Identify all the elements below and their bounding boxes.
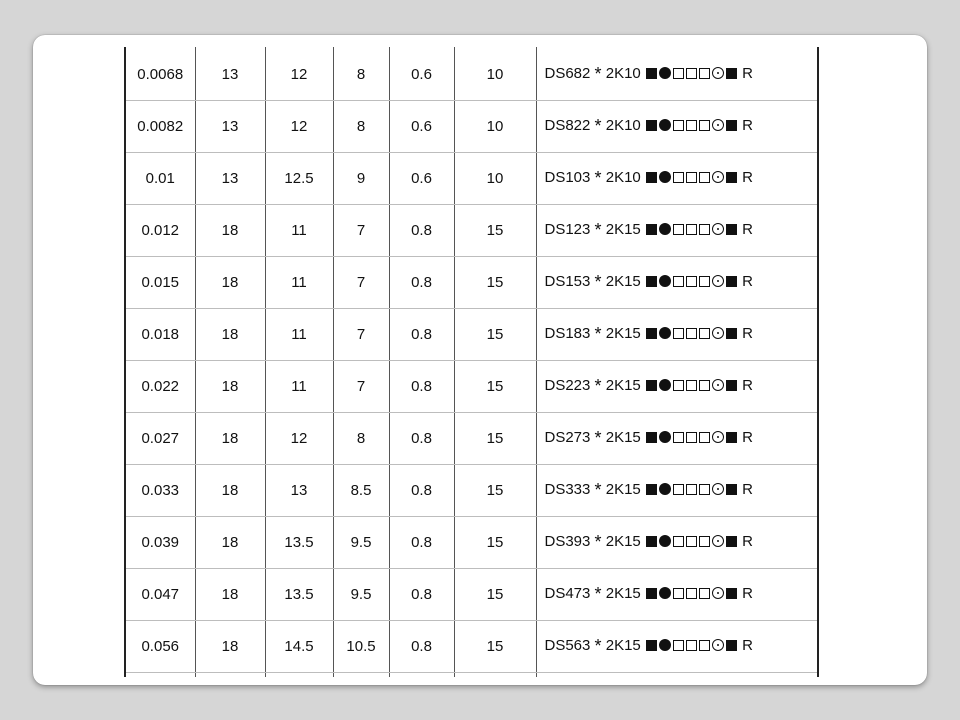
table-body — [125, 47, 818, 677]
part-number-cell — [536, 101, 818, 153]
open-square-icon — [673, 640, 684, 651]
separator-star: * — [594, 584, 602, 604]
code-symbols — [645, 169, 738, 186]
dim-d-cell: 18 — [195, 465, 265, 517]
part-suffix: R — [742, 585, 753, 602]
part-code: DS153 — [544, 273, 591, 290]
dim-h-cell: 13 — [265, 465, 333, 517]
code-symbols — [645, 377, 738, 394]
part-number-cell — [536, 205, 818, 257]
stub-cell — [454, 673, 536, 678]
dotted-circle-icon — [712, 171, 724, 183]
part-number-cell — [536, 49, 818, 101]
dim-lead-cell: 0.8 — [389, 413, 454, 465]
voltage-cell: 10 — [454, 101, 536, 153]
slide-card — [33, 35, 927, 685]
part-code: DS822 — [544, 117, 591, 134]
open-square-icon — [699, 120, 710, 131]
dim-d-cell: 13 — [195, 101, 265, 153]
part-code: DS223 — [544, 377, 591, 394]
stub-cell — [125, 673, 195, 678]
dim-f-cell: 8.5 — [333, 465, 389, 517]
dim-d-cell: 13 — [195, 49, 265, 101]
dotted-circle-icon — [712, 119, 724, 131]
part-number-cell — [536, 621, 818, 673]
separator-star: * — [594, 376, 602, 396]
filled-circle-icon — [659, 483, 671, 495]
filled-square-icon — [646, 588, 657, 599]
filled-square-icon — [726, 588, 737, 599]
series-code: 2K15 — [605, 585, 641, 602]
dim-h-cell: 14.5 — [265, 621, 333, 673]
open-square-icon — [686, 120, 697, 131]
code-symbols — [645, 273, 738, 290]
part-code: DS123 — [544, 221, 591, 238]
voltage-cell: 15 — [454, 257, 536, 309]
dotted-circle-icon — [712, 639, 724, 651]
code-symbols — [645, 481, 738, 498]
open-square-icon — [699, 276, 710, 287]
separator-star: * — [594, 532, 602, 552]
dim-f-cell: 9 — [333, 153, 389, 205]
table-row — [125, 517, 818, 569]
table-row — [125, 621, 818, 673]
capacitance-cell: 0.0068 — [125, 49, 195, 101]
dim-h-cell: 12 — [265, 413, 333, 465]
voltage-cell: 15 — [454, 205, 536, 257]
filled-square-icon — [646, 432, 657, 443]
open-square-icon — [699, 380, 710, 391]
dim-h-cell: 11 — [265, 361, 333, 413]
dim-lead-cell: 0.8 — [389, 205, 454, 257]
filled-square-icon — [646, 536, 657, 547]
table-container — [124, 47, 850, 677]
part-code: DS273 — [544, 429, 591, 446]
table-row — [125, 49, 818, 101]
filled-square-icon — [726, 484, 737, 495]
dim-h-cell: 11 — [265, 205, 333, 257]
dim-f-cell: 7 — [333, 205, 389, 257]
open-square-icon — [699, 640, 710, 651]
open-square-icon — [699, 484, 710, 495]
stub-cell — [265, 673, 333, 678]
separator-star: * — [594, 116, 602, 136]
part-code: DS473 — [544, 585, 591, 602]
part-number-cell — [536, 309, 818, 361]
filled-circle-icon — [659, 587, 671, 599]
filled-square-icon — [646, 328, 657, 339]
dim-lead-cell: 0.8 — [389, 361, 454, 413]
open-square-icon — [699, 588, 710, 599]
dim-lead-cell: 0.8 — [389, 465, 454, 517]
open-square-icon — [673, 380, 684, 391]
filled-square-icon — [646, 224, 657, 235]
filled-square-icon — [646, 484, 657, 495]
dotted-circle-icon — [712, 327, 724, 339]
open-square-icon — [699, 432, 710, 443]
part-number-cell — [536, 361, 818, 413]
dim-f-cell: 8 — [333, 413, 389, 465]
open-square-icon — [686, 536, 697, 547]
code-symbols — [645, 637, 738, 654]
dotted-circle-icon — [712, 483, 724, 495]
code-symbols — [645, 533, 738, 550]
voltage-cell: 15 — [454, 621, 536, 673]
table-row — [125, 309, 818, 361]
open-square-icon — [673, 68, 684, 79]
filled-square-icon — [726, 68, 737, 79]
table-row — [125, 257, 818, 309]
dotted-circle-icon — [712, 275, 724, 287]
capacitance-cell: 0.012 — [125, 205, 195, 257]
part-suffix: R — [742, 377, 753, 394]
voltage-cell: 15 — [454, 465, 536, 517]
series-code: 2K10 — [605, 117, 641, 134]
dim-lead-cell: 0.6 — [389, 101, 454, 153]
stub-cell — [333, 673, 389, 678]
open-square-icon — [673, 432, 684, 443]
part-number-cell — [536, 569, 818, 621]
series-code: 2K15 — [605, 481, 641, 498]
code-symbols — [645, 117, 738, 134]
open-square-icon — [673, 588, 684, 599]
open-square-icon — [673, 328, 684, 339]
dim-f-cell: 10.5 — [333, 621, 389, 673]
part-suffix: R — [742, 637, 753, 654]
capacitance-cell: 0.027 — [125, 413, 195, 465]
part-number-cell — [536, 517, 818, 569]
series-code: 2K15 — [605, 377, 641, 394]
dim-f-cell: 8 — [333, 101, 389, 153]
voltage-cell: 15 — [454, 517, 536, 569]
part-suffix: R — [742, 325, 753, 342]
table-row — [125, 465, 818, 517]
dotted-circle-icon — [712, 535, 724, 547]
dim-lead-cell: 0.6 — [389, 153, 454, 205]
separator-star: * — [594, 220, 602, 240]
separator-star: * — [594, 168, 602, 188]
dim-h-cell: 13.5 — [265, 517, 333, 569]
dotted-circle-icon — [712, 379, 724, 391]
part-code: DS183 — [544, 325, 591, 342]
open-square-icon — [673, 536, 684, 547]
open-square-icon — [699, 172, 710, 183]
open-square-icon — [699, 536, 710, 547]
part-number-cell — [536, 257, 818, 309]
filled-square-icon — [646, 68, 657, 79]
part-suffix: R — [742, 117, 753, 134]
dim-lead-cell: 0.8 — [389, 621, 454, 673]
capacitance-cell: 0.056 — [125, 621, 195, 673]
part-number-cell — [536, 153, 818, 205]
part-suffix: R — [742, 533, 753, 550]
stub-cell — [536, 673, 818, 678]
dim-d-cell: 18 — [195, 309, 265, 361]
table-row — [125, 101, 818, 153]
table-bottom-stub — [125, 673, 818, 678]
table-row — [125, 569, 818, 621]
dim-f-cell: 7 — [333, 361, 389, 413]
dim-f-cell: 7 — [333, 257, 389, 309]
table-row — [125, 361, 818, 413]
open-square-icon — [686, 276, 697, 287]
filled-circle-icon — [659, 535, 671, 547]
dim-h-cell: 13.5 — [265, 569, 333, 621]
table-row — [125, 153, 818, 205]
dim-h-cell: 12 — [265, 49, 333, 101]
part-suffix: R — [742, 429, 753, 446]
series-code: 2K15 — [605, 325, 641, 342]
dotted-circle-icon — [712, 223, 724, 235]
voltage-cell: 15 — [454, 361, 536, 413]
dim-d-cell: 18 — [195, 257, 265, 309]
dim-d-cell: 18 — [195, 413, 265, 465]
dotted-circle-icon — [712, 587, 724, 599]
dim-lead-cell: 0.8 — [389, 309, 454, 361]
filled-square-icon — [726, 432, 737, 443]
capacitance-cell: 0.033 — [125, 465, 195, 517]
part-suffix: R — [742, 273, 753, 290]
filled-circle-icon — [659, 119, 671, 131]
open-square-icon — [686, 380, 697, 391]
table-row — [125, 205, 818, 257]
capacitance-cell: 0.022 — [125, 361, 195, 413]
capacitance-cell: 0.015 — [125, 257, 195, 309]
filled-circle-icon — [659, 275, 671, 287]
dim-d-cell: 18 — [195, 517, 265, 569]
filled-circle-icon — [659, 171, 671, 183]
open-square-icon — [699, 328, 710, 339]
series-code: 2K15 — [605, 533, 641, 550]
dim-d-cell: 18 — [195, 621, 265, 673]
filled-circle-icon — [659, 379, 671, 391]
series-code: 2K15 — [605, 429, 641, 446]
open-square-icon — [699, 68, 710, 79]
dim-f-cell: 9.5 — [333, 569, 389, 621]
series-code: 2K10 — [605, 169, 641, 186]
capacitance-cell: 0.01 — [125, 153, 195, 205]
separator-star: * — [594, 480, 602, 500]
filled-square-icon — [646, 172, 657, 183]
separator-star: * — [594, 324, 602, 344]
capacitance-cell: 0.039 — [125, 517, 195, 569]
dim-f-cell: 8 — [333, 49, 389, 101]
dim-lead-cell: 0.8 — [389, 517, 454, 569]
filled-square-icon — [646, 380, 657, 391]
filled-square-icon — [646, 276, 657, 287]
part-code: DS563 — [544, 637, 591, 654]
open-square-icon — [699, 224, 710, 235]
capacitance-cell: 0.047 — [125, 569, 195, 621]
table-row — [125, 413, 818, 465]
separator-star: * — [594, 272, 602, 292]
part-suffix: R — [742, 221, 753, 238]
open-square-icon — [686, 432, 697, 443]
voltage-cell: 10 — [454, 49, 536, 101]
dotted-circle-icon — [712, 67, 724, 79]
dim-h-cell: 11 — [265, 309, 333, 361]
separator-star: * — [594, 636, 602, 656]
filled-square-icon — [726, 328, 737, 339]
dim-h-cell: 12.5 — [265, 153, 333, 205]
series-code: 2K10 — [605, 65, 641, 82]
voltage-cell: 15 — [454, 569, 536, 621]
part-number-cell — [536, 413, 818, 465]
part-code: DS103 — [544, 169, 591, 186]
voltage-cell: 15 — [454, 309, 536, 361]
capacitor-spec-table — [124, 47, 819, 677]
open-square-icon — [686, 640, 697, 651]
code-symbols — [645, 585, 738, 602]
dim-f-cell: 7 — [333, 309, 389, 361]
open-square-icon — [673, 172, 684, 183]
dim-lead-cell: 0.8 — [389, 257, 454, 309]
filled-square-icon — [726, 172, 737, 183]
open-square-icon — [686, 588, 697, 599]
separator-star: * — [594, 64, 602, 84]
open-square-icon — [673, 276, 684, 287]
part-code: DS682 — [544, 65, 591, 82]
filled-square-icon — [726, 640, 737, 651]
series-code: 2K15 — [605, 221, 641, 238]
voltage-cell: 10 — [454, 153, 536, 205]
part-suffix: R — [742, 65, 753, 82]
open-square-icon — [673, 120, 684, 131]
stub-cell — [195, 673, 265, 678]
dim-d-cell: 18 — [195, 569, 265, 621]
stub-cell — [389, 673, 454, 678]
dim-d-cell: 13 — [195, 153, 265, 205]
filled-square-icon — [726, 380, 737, 391]
capacitance-cell: 0.018 — [125, 309, 195, 361]
filled-circle-icon — [659, 639, 671, 651]
code-symbols — [645, 221, 738, 238]
code-symbols — [645, 429, 738, 446]
part-number-cell — [536, 465, 818, 517]
open-square-icon — [686, 172, 697, 183]
voltage-cell: 15 — [454, 413, 536, 465]
dim-d-cell: 18 — [195, 205, 265, 257]
capacitance-cell: 0.0082 — [125, 101, 195, 153]
open-square-icon — [673, 484, 684, 495]
part-code: DS333 — [544, 481, 591, 498]
dotted-circle-icon — [712, 431, 724, 443]
series-code: 2K15 — [605, 273, 641, 290]
open-square-icon — [686, 484, 697, 495]
open-square-icon — [686, 328, 697, 339]
code-symbols — [645, 325, 738, 342]
separator-star: * — [594, 428, 602, 448]
dim-h-cell: 12 — [265, 101, 333, 153]
open-square-icon — [686, 224, 697, 235]
filled-circle-icon — [659, 327, 671, 339]
part-suffix: R — [742, 481, 753, 498]
filled-circle-icon — [659, 223, 671, 235]
filled-square-icon — [726, 536, 737, 547]
part-suffix: R — [742, 169, 753, 186]
filled-square-icon — [726, 120, 737, 131]
dim-f-cell: 9.5 — [333, 517, 389, 569]
filled-square-icon — [726, 224, 737, 235]
dim-d-cell: 18 — [195, 361, 265, 413]
part-code: DS393 — [544, 533, 591, 550]
filled-circle-icon — [659, 67, 671, 79]
dim-h-cell: 11 — [265, 257, 333, 309]
series-code: 2K15 — [605, 637, 641, 654]
filled-circle-icon — [659, 431, 671, 443]
filled-square-icon — [726, 276, 737, 287]
open-square-icon — [686, 68, 697, 79]
dim-lead-cell: 0.6 — [389, 49, 454, 101]
filled-square-icon — [646, 640, 657, 651]
open-square-icon — [673, 224, 684, 235]
code-symbols — [645, 65, 738, 82]
filled-square-icon — [646, 120, 657, 131]
dim-lead-cell: 0.8 — [389, 569, 454, 621]
